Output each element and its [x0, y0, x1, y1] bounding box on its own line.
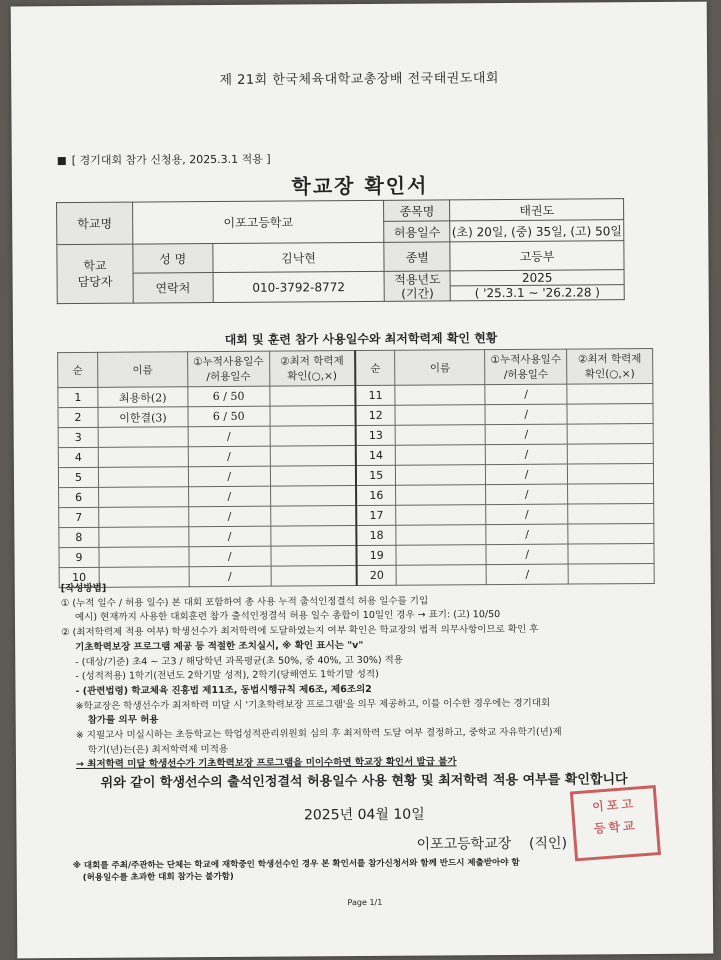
row-no: 12: [355, 405, 395, 425]
row-check: [567, 403, 653, 424]
document-page: [11, 2, 714, 959]
phone-value: 010-3792-8772: [213, 271, 385, 302]
row-check: [270, 526, 356, 547]
row-no: 17: [356, 505, 396, 525]
principal-signature: [416, 833, 567, 854]
row-no: 2: [58, 407, 98, 427]
confirmation-statement: 위와 같이 학생선수의 출석인정결석 허용일수 사용 현황 및 최저학력 적용 여부를 확인합니다: [100, 772, 628, 791]
instruction-line: → 최저학력 미달 학생선수가 기초학력보장 프로그램을 미이수하면 학교장 확인서 발급 불가: [75, 756, 457, 771]
info-table: [56, 198, 625, 304]
instruction-line: - (대상/기준) 초4 ~ 고3 / 해당학년 과목평균(초 50%, 중 40%, 고 30%) 적용: [75, 654, 404, 668]
year-label: 적용년도 (기간): [384, 271, 450, 301]
row-check: [567, 463, 653, 484]
sport-label: 종목명: [384, 200, 450, 221]
usage-header-row: [58, 348, 653, 387]
row-days: /: [486, 564, 568, 585]
row-name: [98, 467, 188, 488]
instructions: [61, 578, 662, 773]
row-name: [395, 385, 485, 406]
row-name: [98, 427, 188, 448]
row-name: [98, 447, 188, 468]
row-days: /: [189, 546, 271, 567]
instructions-heading: [작성방법]: [60, 582, 107, 595]
header-no: 순: [355, 350, 395, 385]
row-check: [270, 486, 356, 507]
name-label: 성 명: [133, 244, 213, 274]
row-check: [271, 546, 357, 567]
row-days: /: [188, 466, 270, 487]
footnote-line: ※ 대회를 주최/주관하는 단체는 학교에 재학중인 학생선수인 경우 본 확인서를 참가신청서와 함께 반드시 제출받아야 함: [72, 857, 520, 872]
row-check: [568, 503, 654, 524]
header-name: 이름: [395, 350, 485, 386]
form-note: [58, 151, 271, 168]
row-days: /: [485, 384, 567, 405]
row-no: 1: [58, 387, 98, 407]
row-days: /: [486, 464, 568, 485]
row-days: /: [188, 506, 270, 527]
row-days: /: [486, 544, 568, 565]
row-days: /: [485, 444, 567, 465]
row-name: [99, 547, 189, 568]
row-check: [568, 523, 654, 544]
issue-date: 2025년 04월 10일: [303, 806, 425, 824]
seal-label: (직인): [528, 835, 568, 852]
row-days: /: [485, 424, 567, 445]
document-title: 학교장 확인서: [291, 173, 429, 199]
row-name: [396, 425, 486, 446]
row-name: 이한결(3): [98, 407, 188, 428]
row-no: 15: [356, 465, 396, 485]
row-days: /: [189, 566, 271, 587]
row-name: [99, 527, 189, 548]
row-name: [396, 505, 486, 526]
school-seal-stamp: 이포고 등학교: [570, 785, 661, 861]
header-check: ②최저 학력제 확인(○,×): [269, 351, 355, 387]
square-bullet-icon: [58, 157, 66, 165]
instruction-line: ② (최저학력제 적용 여부) 학생선수가 최저학력에 도달하였는지 여부 확인은 학교장의 법적 의무사항이므로 확인 후: [61, 623, 539, 639]
contact-label: 연락처: [133, 273, 213, 304]
row-no: 5: [58, 467, 98, 487]
header-no: 순: [58, 352, 98, 387]
row-name: 최용하(2): [98, 387, 188, 408]
row-check: [567, 423, 653, 444]
row-name: [396, 525, 486, 546]
row-no: 8: [59, 527, 99, 547]
header-name: 이름: [98, 352, 188, 388]
row-name: [98, 487, 188, 508]
row-no: 4: [58, 447, 98, 467]
event-title: 제 21회 한국체육대학교총장배 전국태권도대회: [219, 71, 500, 88]
row-check: [270, 426, 356, 447]
row-name: [396, 465, 486, 486]
row-no: 10: [59, 567, 99, 587]
row-days: /: [188, 486, 270, 507]
row-name: [396, 445, 486, 466]
instruction-line: 학기(년)는(은) 최저학력제 미적용: [87, 743, 229, 756]
row-no: 6: [59, 487, 99, 507]
row-check: [270, 506, 356, 527]
instruction-line: ※ 지필고사 미실시하는 초등학교는 학업성적관리위원회 심의 후 최저학력 도달 여부 결정하고, 중학교 자유학기(년)제: [75, 726, 562, 742]
row-days: 6 / 50: [188, 406, 270, 427]
row-no: 19: [356, 545, 396, 565]
instruction-line: ※학교장은 학생선수가 최저학력 미달 시 '기초학력보장 프로그램'을 의무 제공하고, 이를 이수한 경우에는 경기대회: [75, 697, 551, 712]
header-check: ②최저 학력제 확인(○,×): [567, 348, 653, 384]
row-no: 18: [356, 525, 396, 545]
instruction-line: 예시) 현재까지 사용한 대회훈련 참가 출석인정결석 허용 일수 총합이 10일인 경우 → 표기: (고) 10/50: [74, 609, 501, 624]
footnote: [73, 856, 673, 884]
row-days: /: [188, 426, 270, 447]
instruction-line: 참가를 의무 허용: [87, 714, 159, 727]
page-number: Page 1/1: [347, 897, 383, 908]
usage-section-title: 대회 및 훈련 참가 사용일수와 최저학력제 확인 현황: [224, 331, 498, 347]
row-days: 6 / 50: [188, 386, 270, 407]
division-value: 고등부: [450, 241, 624, 271]
row-no: 9: [59, 547, 99, 567]
allowed-days-label: 허용일수: [384, 221, 450, 242]
row-no: 13: [356, 425, 396, 445]
row-name: [396, 545, 486, 566]
row-days: /: [485, 404, 567, 425]
header-days: ①누적사용일수 /허용일수: [187, 351, 269, 387]
instruction-line: ① (누적 일수 / 허용 일수) 본 대회 포함하여 총 사용 누적 출석인정결석 허용 일수를 기입: [60, 595, 429, 609]
row-name: [396, 485, 486, 506]
row-no: 14: [356, 445, 396, 465]
row-name: [395, 405, 485, 426]
row-check: [270, 406, 356, 427]
school-name: 이포고등학교: [132, 200, 384, 244]
row-no: 16: [356, 485, 396, 505]
allowed-days-value: (초) 20일, (중) 35일, (고) 50일: [450, 220, 624, 242]
principal-name: 이포고등학교장: [416, 835, 512, 853]
row-days: /: [486, 524, 568, 545]
manager-label: 학교 담당자: [57, 244, 133, 304]
header-days: ①누적사용일수 /허용일수: [485, 349, 567, 385]
row-name: [99, 507, 189, 528]
row-days: /: [188, 446, 270, 467]
year-value: 2025: [450, 270, 624, 286]
instruction-line: - (관련법령) 학교체육 진흥법 제11조, 동법시행규칙 제6조, 제6조의2: [75, 683, 372, 697]
row-days: /: [486, 484, 568, 505]
row-check: [270, 466, 356, 487]
row-no: 20: [357, 565, 397, 585]
footnote-line: (허용일수를 초과한 대회 참가는 불가함): [82, 871, 234, 883]
row-check: [568, 483, 654, 504]
form-note-text: [ 경기대회 참가 신청용, 2025.3.1 적용 ]: [71, 152, 271, 168]
sport-value: 태권도: [450, 199, 624, 221]
row-check: [567, 383, 653, 404]
period-value: ( '25.3.1 ~ '26.2.28 ): [450, 285, 624, 301]
row-check: [567, 443, 653, 464]
row-check: [270, 446, 356, 467]
usage-table: [57, 348, 655, 588]
row-days: /: [189, 526, 271, 547]
row-days: /: [486, 504, 568, 525]
division-label: 종별: [384, 242, 450, 271]
school-label: 학교명: [57, 202, 133, 245]
row-check: [568, 543, 654, 564]
row-check: [269, 386, 355, 407]
row-no: 3: [58, 427, 98, 447]
row-no: 11: [355, 385, 395, 405]
instruction-line: - (성적적용) 1학기(전년도 2학기말 성적), 2학기(당해연도 1학기말 성적): [75, 669, 379, 683]
instruction-line: 기초학력보장 프로그램 제공 등 적절한 조치실시, ※ 확인 표시는 "v": [75, 639, 364, 653]
manager-name: 김낙현: [213, 242, 385, 272]
row-no: 7: [59, 507, 99, 527]
